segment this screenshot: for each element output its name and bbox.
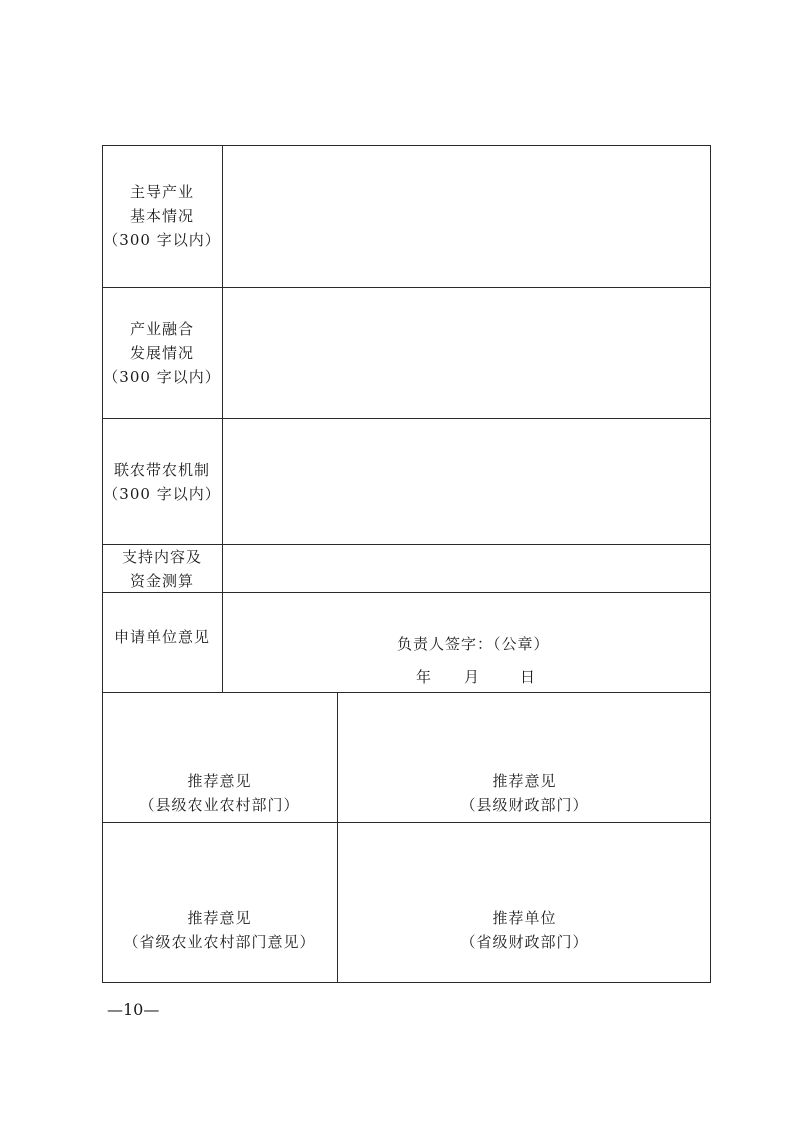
application-form-table (102, 145, 711, 983)
label-line: 资金测算 (129, 571, 194, 590)
main-industry-label (102, 145, 222, 287)
label-line: 联农带农机制 (113, 460, 210, 479)
integration-label (102, 288, 222, 418)
recommendation-subtitle: （县级农业农村部门） (139, 796, 300, 814)
support-field[interactable] (223, 545, 711, 592)
label-line: 申请单位意见 (113, 628, 210, 646)
recommendation-title: 推荐意见 (187, 772, 252, 790)
page-number: —10— (107, 1000, 160, 1019)
recommendation-title: 推荐意见 (492, 772, 557, 790)
date-month-label: 月 (464, 668, 481, 686)
label-line: 支持内容及 (121, 547, 202, 566)
signature-label: 负责人签字：（公章） (397, 635, 550, 653)
label-line: （300 字以内） (103, 231, 221, 249)
label-line: 基本情况 (129, 207, 194, 225)
main-industry-field[interactable] (223, 145, 711, 287)
support-label (102, 545, 222, 592)
farmer-link-field[interactable] (223, 419, 711, 544)
province-agri-recommendation[interactable] (102, 823, 337, 983)
farmer-link-label (102, 419, 222, 544)
recommendation-subtitle: （省级农业农村部门意见） (123, 933, 316, 951)
recommendation-subtitle: （省级财政部门） (460, 933, 589, 951)
date-day-label: 日 (520, 668, 537, 686)
label-line: 产业融合 (129, 320, 194, 338)
date-year-label: 年 (416, 668, 433, 686)
recommendation-title: 推荐意见 (187, 909, 252, 927)
applicant-label (102, 593, 222, 692)
label-line: 主导产业 (129, 183, 194, 201)
integration-field[interactable] (223, 288, 711, 418)
label-line: 发展情况 (129, 344, 194, 362)
province-finance-recommendation[interactable] (338, 823, 711, 983)
label-line: （300 字以内） (103, 484, 221, 503)
label-line: （300 字以内） (103, 368, 221, 386)
applicant-opinion-field[interactable] (223, 593, 711, 692)
county-agri-recommendation[interactable] (102, 693, 337, 822)
recommendation-title: 推荐单位 (492, 909, 557, 927)
county-finance-recommendation[interactable] (338, 693, 711, 822)
recommendation-subtitle: （县级财政部门） (460, 796, 589, 814)
